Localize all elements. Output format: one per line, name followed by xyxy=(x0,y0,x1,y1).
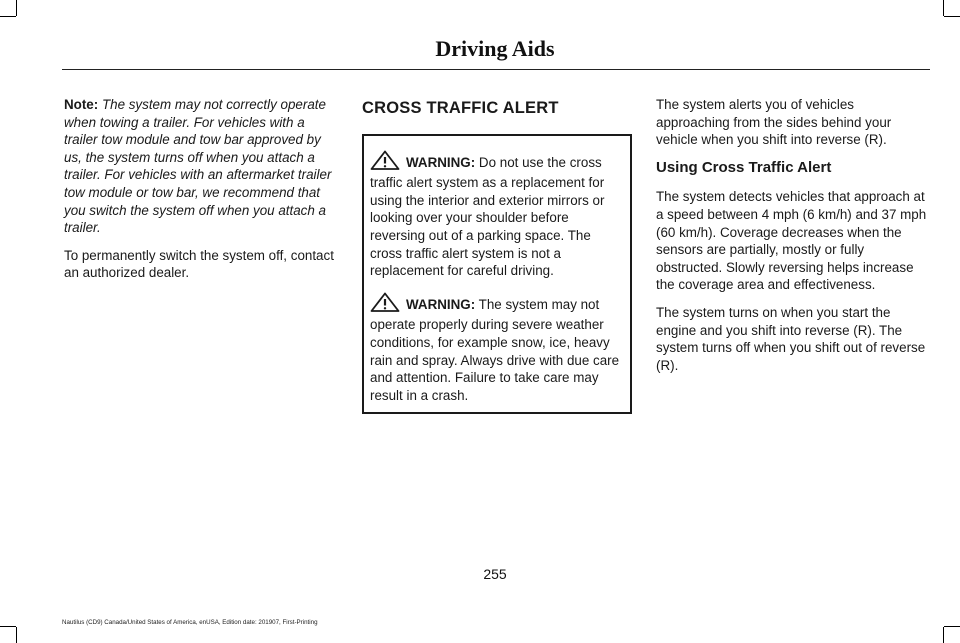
crop-mark xyxy=(0,16,16,17)
warning-paragraph xyxy=(370,292,626,405)
crop-mark xyxy=(16,627,17,643)
activation-paragraph: The system turns on when you start the engine and you shift into reverse (R). The system turns off when you shift out of reverse (R). xyxy=(656,304,926,373)
crop-mark xyxy=(944,626,960,627)
note-text: The system may not correctly operate when towing a trailer. For vehicles with a trailer tow module and tow bar approved by us, the system turns off when you attach a trailer. For vehicles with an aftermarket trailer tow module or tow bar, we recommend that you switch the system off when you attach a trailer. xyxy=(64,97,332,236)
subsection-title: Using Cross Traffic Alert xyxy=(656,158,832,176)
left-column xyxy=(64,96,336,292)
warning-label: WARNING: xyxy=(406,296,476,312)
note-paragraph xyxy=(64,96,336,237)
right-column xyxy=(656,96,928,384)
crop-mark xyxy=(0,626,16,627)
warning-triangle-icon xyxy=(370,150,400,175)
intro-paragraph: The system alerts you of vehicles approaching from the sides behind your vehicle when you shift into reverse (R). xyxy=(656,97,892,148)
middle-column xyxy=(362,96,630,414)
detection-paragraph: The system detects vehicles that approach at a speed between 4 mph (6 km/h) and 37 mph (60 km/h). Coverage decreases when the sensors are partially, mostly or fully obstructed. Slowly reversing helps increase the coverage area and effectiveness. xyxy=(656,189,927,293)
header-divider xyxy=(62,69,930,70)
crop-mark xyxy=(16,0,17,16)
warning-text: Do not use the cross traffic alert system as a replacement for using the interior and exterior mirrors or looking over your shoulder before reversing out of a parking space. The cross traffic alert system is not a replacement for careful driving. xyxy=(370,154,605,279)
crop-mark xyxy=(943,627,944,643)
crop-mark xyxy=(943,0,944,16)
warning-paragraph xyxy=(370,150,626,280)
warning-text: The system may not operate properly during severe weather conditions, for example snow, ice, heavy rain and spray. Always drive with due care and attention. Failure to take care may result in a crash. xyxy=(370,296,620,403)
section-title: CROSS TRAFFIC ALERT xyxy=(362,99,559,117)
crop-mark xyxy=(944,16,960,17)
footer-edition: Nautilus (CD9) Canada/United States of America, enUSA, Edition date: 201907, First-Printing xyxy=(62,619,318,626)
warning-triangle-icon xyxy=(370,292,400,317)
page-number: 255 xyxy=(483,566,507,582)
warning-label: WARNING: xyxy=(406,154,476,170)
note-label: Note: xyxy=(64,97,99,112)
dealer-paragraph: To permanently switch the system off, contact an authorized dealer. xyxy=(64,247,334,281)
page-title: Driving Aids xyxy=(435,36,555,61)
warning-box xyxy=(362,134,632,415)
